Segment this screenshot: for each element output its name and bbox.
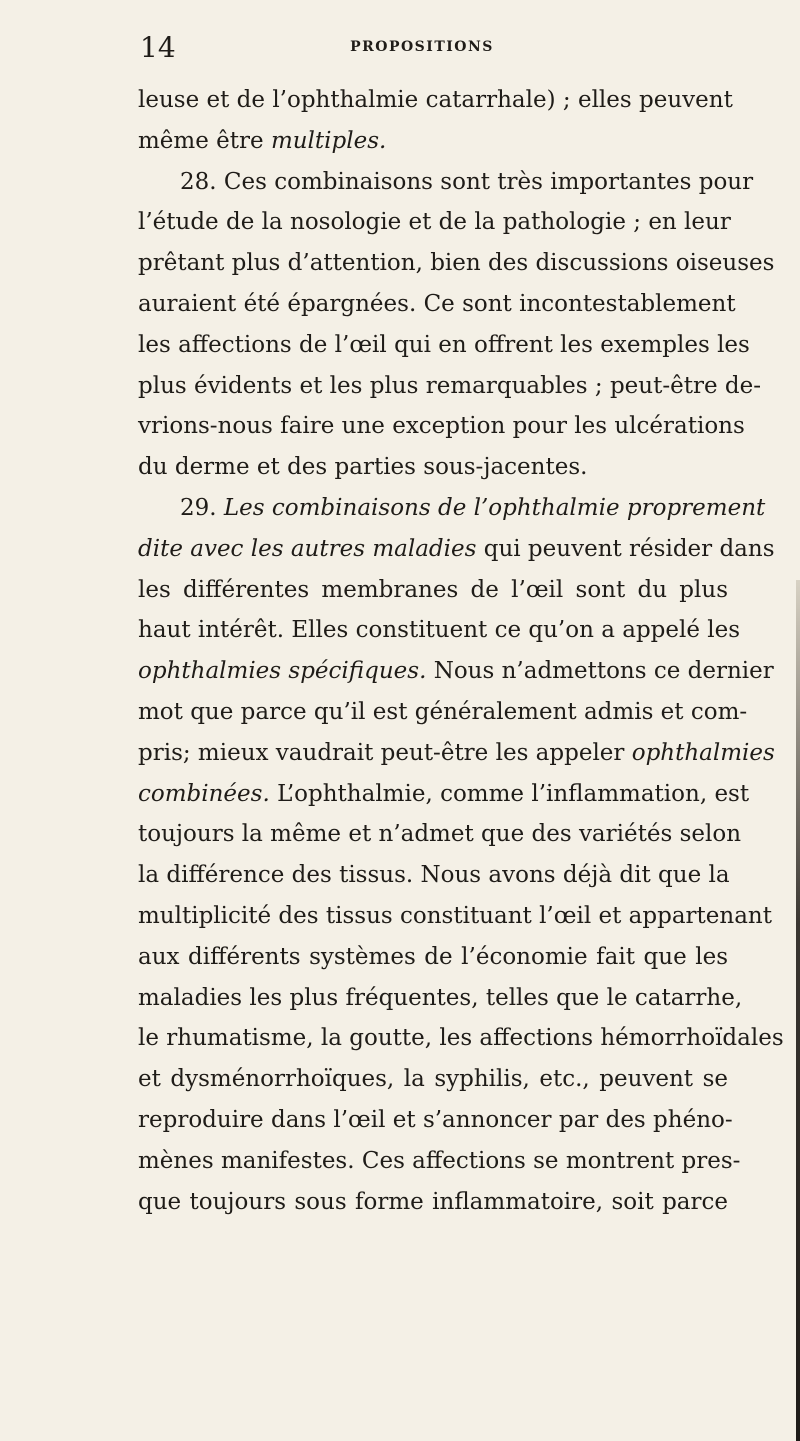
text-line: les différentes membranes de l’œil sont du plus (138, 576, 728, 603)
text-line: l’étude de la nosologie et de la pathologie ; en leur (138, 209, 731, 236)
text-line: aux différents systèmes de l’économie fait que les (138, 943, 728, 970)
text-line: les affections de l’œil qui en offrent les exemples les (138, 331, 750, 358)
text-line: combinées. L’ophthalmie, comme l’inflammation, est (138, 780, 750, 807)
text-line: du derme et des parties sous-jacentes. (138, 454, 588, 481)
text-line: 29. Les combinaisons de l’ophthalmie proprement (180, 494, 766, 521)
text-line: pris; mieux vaudrait peut-être les appeler ophthalmies (138, 739, 775, 766)
text-line: même être multiples. (138, 127, 387, 154)
text-line: vrions-nous faire une exception pour les ulcérations (138, 413, 745, 440)
text-line: leuse et de l’ophthalmie catarrhale) ; elles peuvent (138, 87, 733, 113)
text-line: plus évidents et les plus remarquables ; peut-être de- (138, 372, 761, 399)
text-line: prêtant plus d’attention, bien des discussions oiseuses (138, 250, 775, 277)
text-line: mènes manifestes. Ces affections se montrent pres- (138, 1147, 741, 1174)
text-line: que toujours sous forme inflammatoire, soit parce (138, 1188, 728, 1215)
page-number: 14 (140, 31, 176, 64)
text-line: dite avec les autres maladies qui peuvent résider dans (138, 535, 775, 562)
text-line: auraient été épargnées. Ce sont incontestablement (138, 290, 736, 317)
text-line: le rhumatisme, la goutte, les affections hémorrhoïdales (138, 1025, 784, 1052)
text-line: reproduire dans l’œil et s’annoncer par des phéno- (138, 1106, 733, 1133)
page-edge-shadow (796, 580, 800, 1441)
body-text (138, 80, 784, 1222)
text-line: haut intérêt. Elles constituent ce qu’on a appelé les (138, 617, 741, 644)
text-line: 28. Ces combinaisons sont très importantes pour (180, 168, 754, 195)
text-line: la différence des tissus. Nous avons déjà dit que la (138, 862, 730, 889)
page-header (116, 28, 728, 68)
text-line: ophthalmies spécifiques. Nous n’admettons ce dernier (138, 658, 774, 685)
running-head: PROPOSITIONS (350, 39, 494, 55)
text-line: toujours la même et n’admet que des variétés selon (138, 821, 742, 848)
text-line: multiplicité des tissus constituant l’œil et appartenant (138, 902, 772, 929)
text-line: et dysménorrhoïques, la syphilis, etc., peuvent se (138, 1066, 728, 1093)
text-line: maladies les plus fréquentes, telles que le catarrhe, (138, 984, 743, 1011)
text-line: mot que parce qu’il est généralement admis et com- (138, 698, 748, 725)
